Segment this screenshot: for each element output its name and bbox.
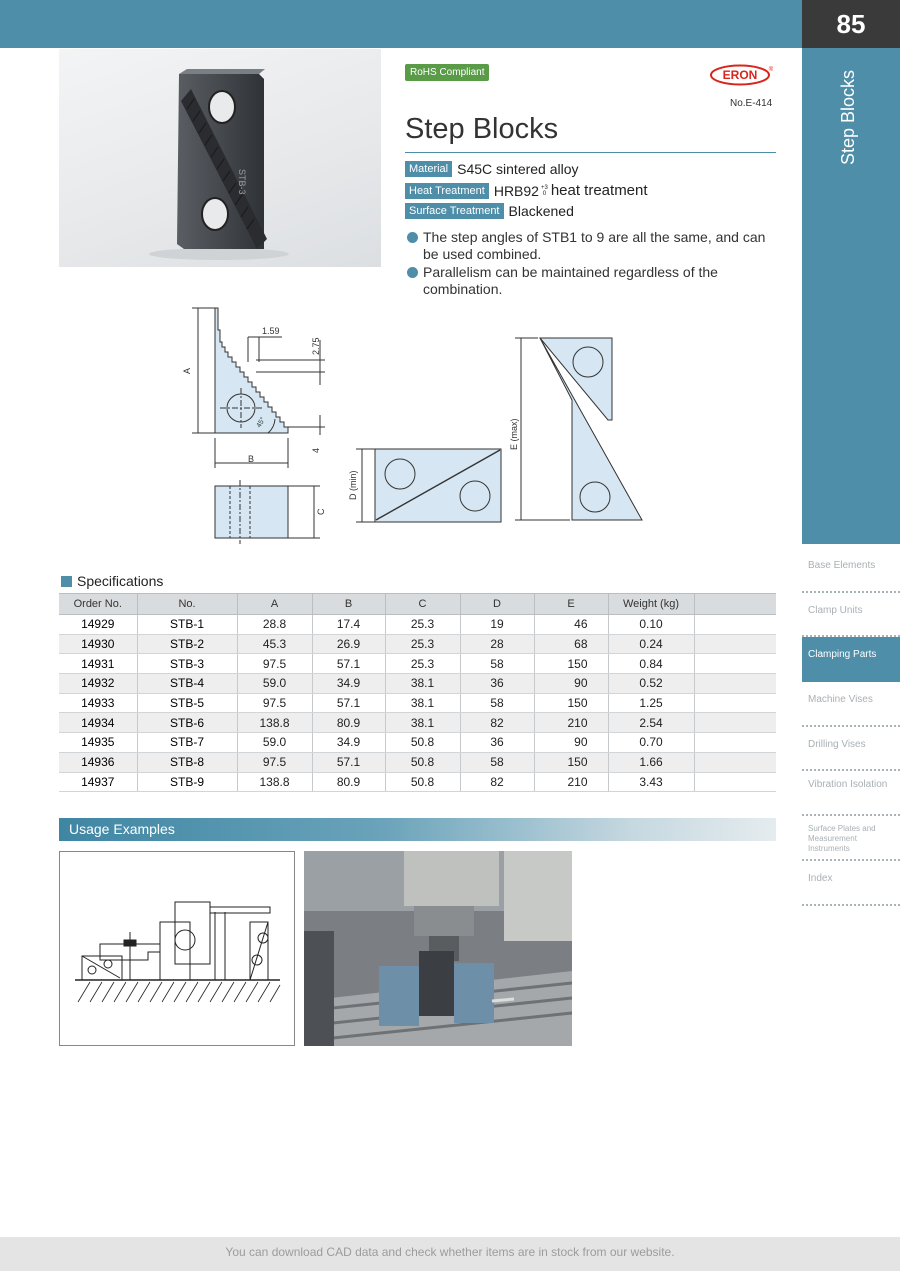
heat-treatment-label: Heat Treatment	[405, 183, 489, 199]
feature-item: The step angles of STB1 to 9 are all the same, and can be used combined.	[407, 229, 777, 263]
col-weight: Weight (kg)	[608, 594, 694, 615]
feature-item: Parallelism can be maintained regardless of the combination.	[407, 264, 777, 298]
dim-label-a: A	[182, 367, 192, 374]
title-divider	[405, 152, 776, 153]
rohs-badge: RoHS Compliant	[405, 64, 489, 81]
top-bar	[0, 0, 802, 48]
dim-label-c: C	[316, 508, 326, 515]
specifications-table	[59, 593, 776, 792]
photo-engraving: STB-3	[237, 169, 247, 195]
heat-tolerance	[541, 185, 548, 197]
dim-label-e: E (max)	[509, 418, 519, 450]
usage-photo-illustration	[304, 851, 572, 1046]
dim-pitch: 1.59	[262, 326, 280, 336]
nav-item-clamping-parts[interactable]: Clamping Parts	[802, 637, 900, 682]
heat-tolerance-upper: +3	[540, 184, 548, 191]
section-title: Step Blocks	[838, 69, 858, 165]
dim-step: 2.75	[311, 337, 321, 355]
usage-examples-heading: Usage Examples	[59, 818, 776, 841]
eron-logo	[710, 64, 774, 86]
col-e: E	[534, 594, 608, 615]
heat-treatment-row	[405, 182, 648, 199]
usage-diagram-illustration	[60, 852, 294, 1045]
col-c: C	[385, 594, 460, 615]
eron-registered-mark: ®	[768, 67, 774, 73]
col-order-no: Order No.	[59, 594, 137, 615]
page-title: Step Blocks	[405, 113, 559, 145]
col-b: B	[312, 594, 385, 615]
top-view-block	[215, 486, 288, 538]
usage-photo	[304, 851, 572, 1046]
dim-label-b: B	[248, 454, 255, 464]
nav-item-base-elements[interactable]: Base Elements	[802, 548, 900, 593]
table-header-row	[59, 594, 776, 615]
nav-item-surface-plates[interactable]: Surface Plates and Measurement Instruments	[802, 816, 900, 861]
footer: You can download CAD data and check whether items are in stock from our website.	[0, 1237, 900, 1271]
col-blank	[694, 594, 776, 615]
table-row: 14937 STB-9 138.8 80.9 50.8 82 210 3.43	[59, 772, 776, 792]
heat-treatment-suffix: heat treatment	[550, 182, 648, 199]
catalog-number: No.E-414	[730, 98, 773, 109]
nav-item-index[interactable]: Index	[802, 861, 900, 906]
surface-treatment-row	[405, 203, 574, 219]
dim-base: 4	[311, 447, 321, 453]
dim-label-d: D (min)	[348, 470, 358, 500]
nav-item-machine-vises[interactable]: Machine Vises	[802, 682, 900, 727]
material-row	[405, 161, 579, 177]
nav-item-drilling-vises[interactable]: Drilling Vises	[802, 727, 900, 772]
table-row: 14935 STB-7 59.0 34.9 50.8 36 90 0.70	[59, 733, 776, 753]
bullet-dot-icon	[407, 267, 418, 278]
product-photo	[59, 49, 381, 267]
heat-treatment-value: HRB92	[493, 182, 539, 199]
col-no: No.	[137, 594, 237, 615]
dim-angle: 45°	[255, 416, 268, 429]
table-row: 14936 STB-8 97.5 57.1 50.8 58 150 1.66	[59, 752, 776, 772]
page-number: 85	[802, 0, 900, 48]
heat-tolerance-lower: 0	[542, 190, 547, 197]
nav-item-clamp-units[interactable]: Clamp Units	[802, 593, 900, 638]
table-row: 14929 STB-1 28.8 17.4 25.3 19 46 0.10	[59, 615, 776, 635]
side-nav	[802, 548, 900, 906]
surface-treatment-label: Surface Treatment	[405, 203, 504, 219]
specifications-heading: Specifications	[61, 573, 163, 589]
square-bullet-icon	[61, 576, 72, 587]
col-d: D	[460, 594, 534, 615]
bullet-dot-icon	[407, 232, 418, 243]
table-row: 14934 STB-6 138.8 80.9 38.1 82 210 2.54	[59, 713, 776, 733]
surface-treatment-value: Blackened	[508, 203, 574, 219]
material-value: S45C sintered alloy	[457, 161, 579, 177]
technical-drawing	[180, 300, 660, 550]
table-row: 14931 STB-3 97.5 57.1 25.3 58 150 0.84	[59, 654, 776, 674]
material-label: Material	[405, 161, 452, 177]
col-a: A	[237, 594, 312, 615]
table-row: 14933 STB-5 97.5 57.1 38.1 58 150 1.25	[59, 693, 776, 713]
table-row: 14932 STB-4 59.0 34.9 38.1 36 90 0.52	[59, 674, 776, 694]
step-block-photo-illustration	[59, 49, 381, 267]
feature-list	[407, 229, 777, 299]
nav-item-vibration-isolation[interactable]: Vibration Isolation	[802, 771, 900, 816]
usage-diagram	[59, 851, 295, 1046]
eron-logo-text: ERON	[722, 68, 758, 82]
table-row: 14930 STB-2 45.3 26.9 25.3 28 68 0.24	[59, 634, 776, 654]
